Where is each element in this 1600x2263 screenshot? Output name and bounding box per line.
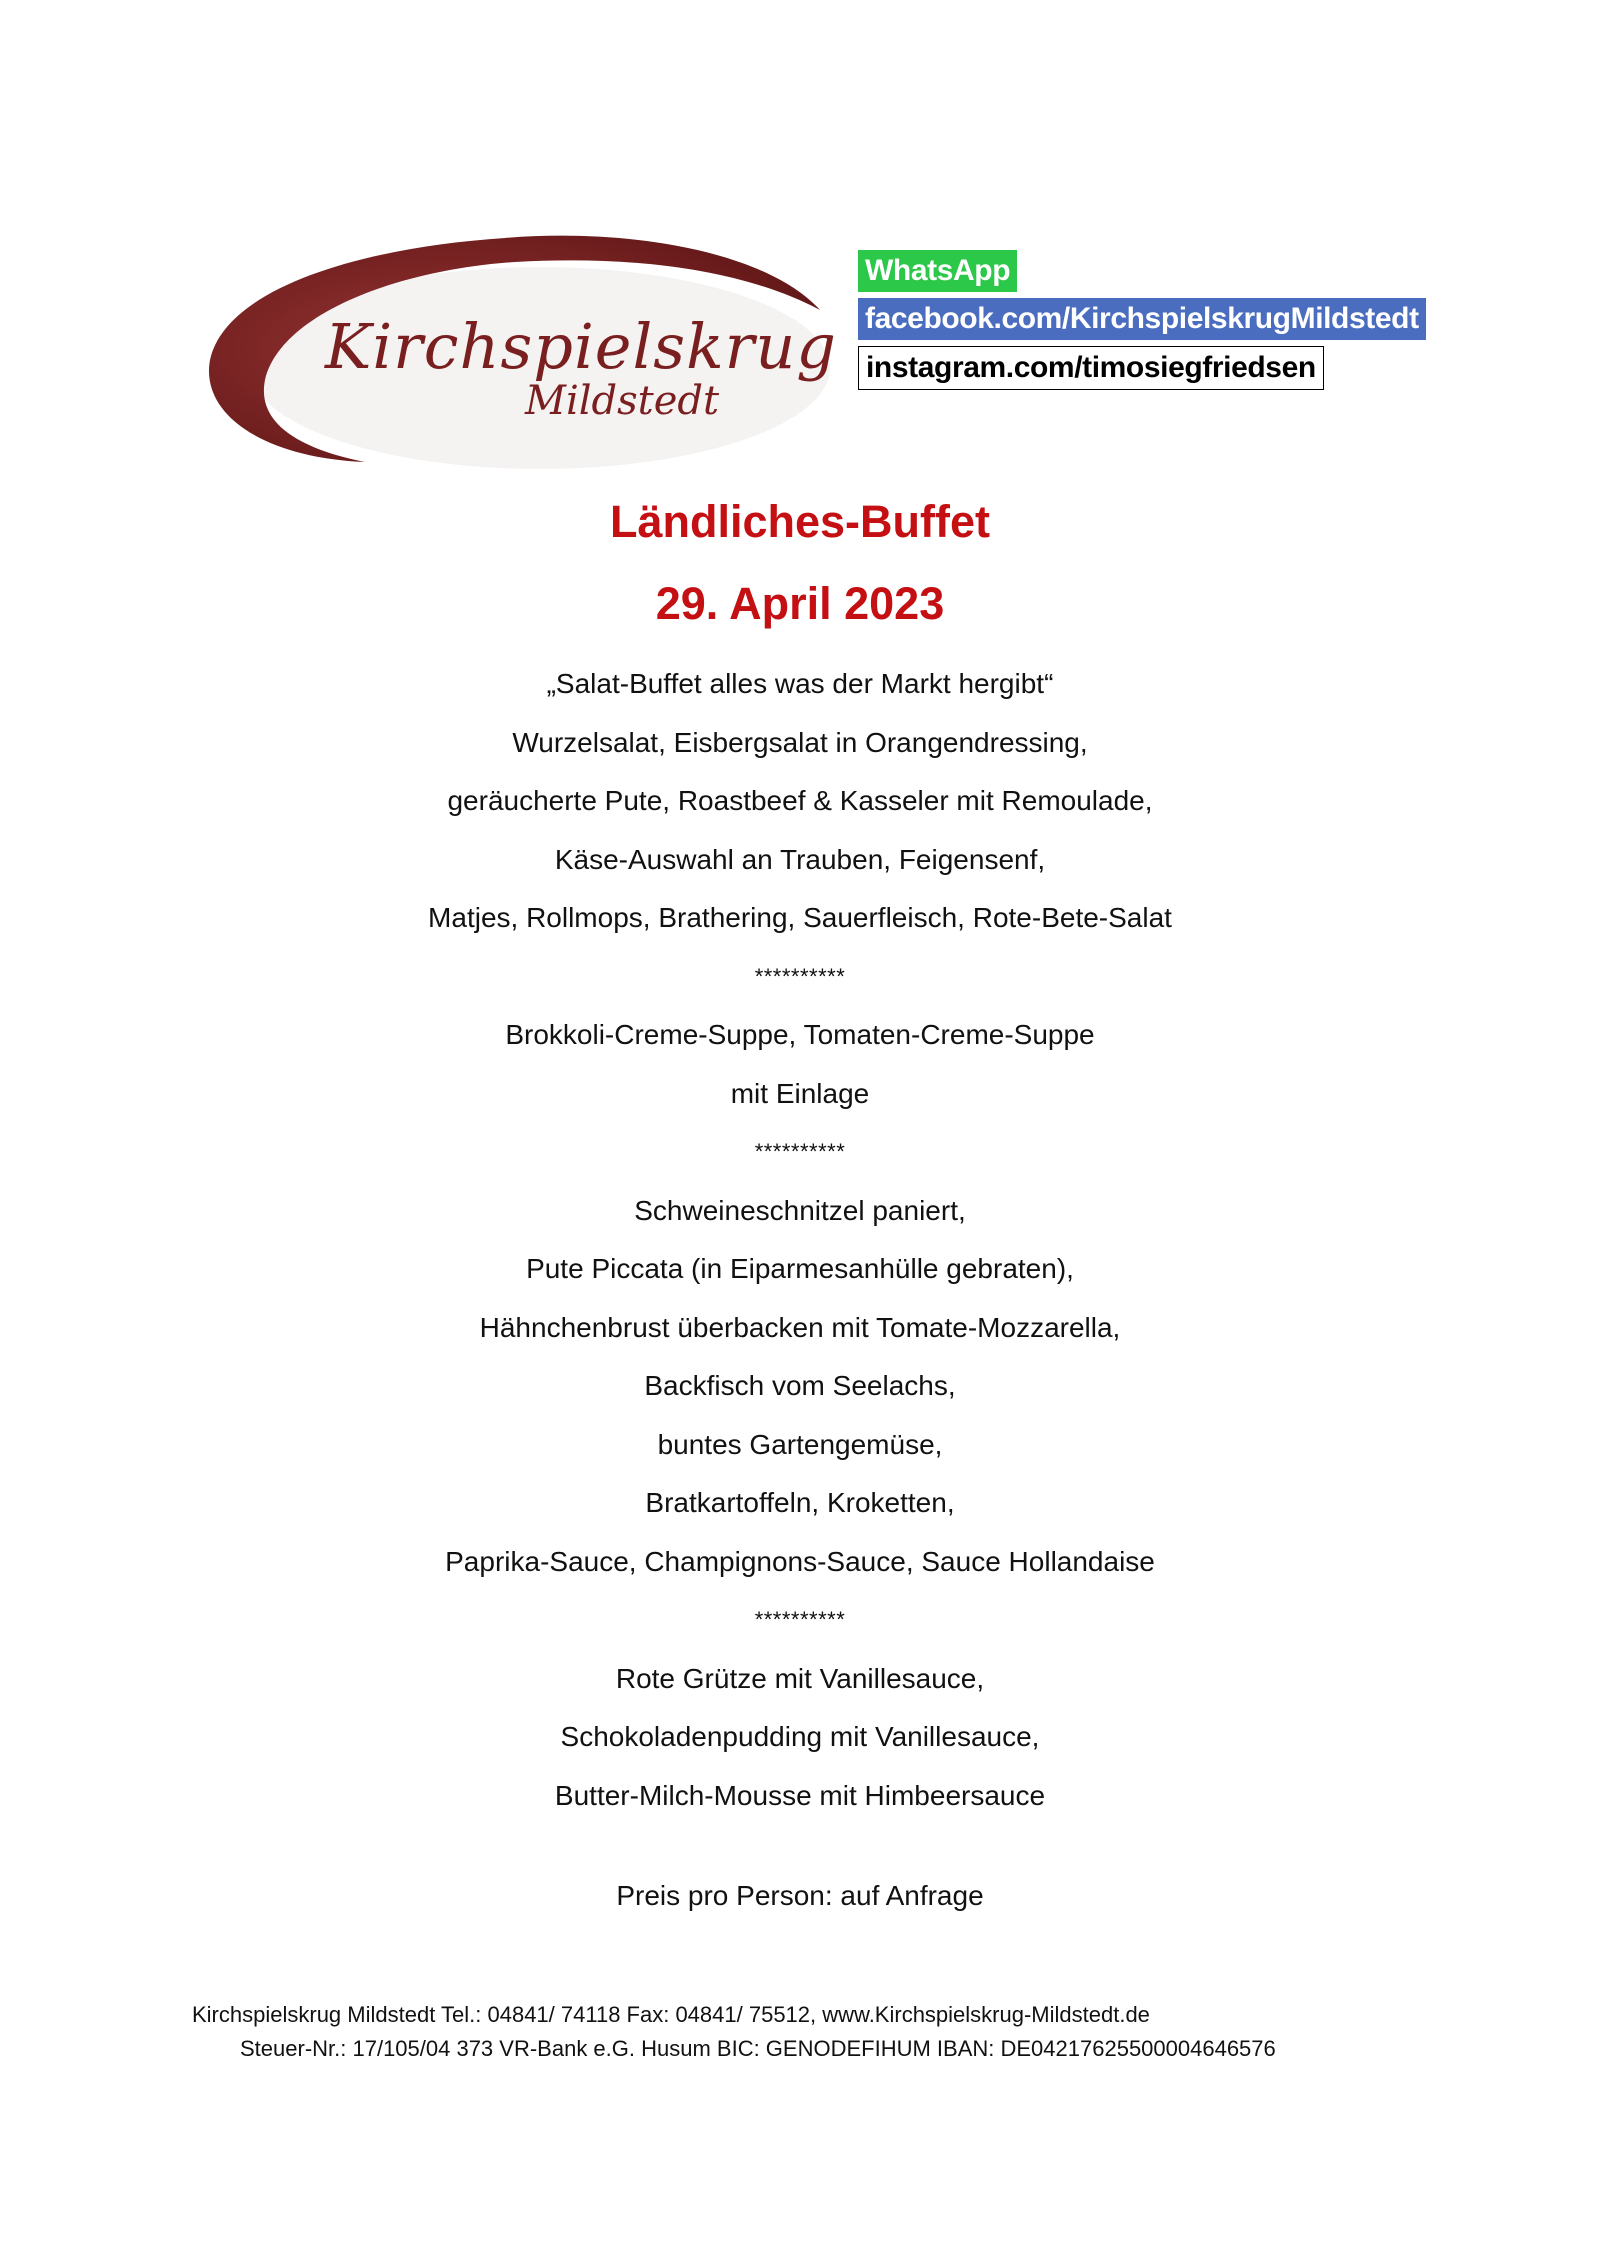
menu-item: Schweineschnitzel paniert, — [634, 1194, 966, 1226]
facebook-link[interactable]: facebook.com/KirchspielskrugMildstedt — [858, 298, 1426, 340]
menu-list — [0, 660, 1600, 1830]
menu-item: Bratkartoffeln, Kroketten, — [645, 1487, 955, 1518]
menu-item: Backfisch vom Seelachs, — [644, 1370, 956, 1401]
whatsapp-link[interactable]: WhatsApp — [858, 250, 1017, 292]
menu-item: Rote Grütze mit Vanillesauce, — [615, 1662, 985, 1694]
instagram-link[interactable]: instagram.com/timosiegfriedsen — [858, 346, 1324, 390]
buffet-date: 29. April 2023 — [655, 578, 945, 629]
buffet-title: Ländliches-Buffet — [609, 496, 991, 547]
menu-separator: ********** — [754, 1607, 846, 1632]
menu-item: Brokkoli-Creme-Suppe, Tomaten-Creme-Suppe — [505, 1019, 1095, 1050]
menu-item: Pute Piccata (in Eiparmesanhülle gebraten), — [526, 1253, 1074, 1284]
menu-separator: ********** — [754, 963, 846, 989]
menu-item: geräucherte Pute, Roastbeef & Kasseler mit Remoulade, — [447, 785, 1153, 816]
menu-item: buntes Gartengemüse, — [657, 1428, 943, 1460]
menu-separator: ********** — [754, 1139, 846, 1164]
logo-name: Kirchspielskrug — [325, 310, 837, 383]
menu-item: Paprika-Sauce, Champignons-Sauce, Sauce Hollandaise — [445, 1545, 1155, 1577]
menu-item: Schokoladenpudding mit Vanillesauce, — [560, 1721, 1040, 1752]
price-line: Preis pro Person: auf Anfrage — [616, 1880, 984, 1911]
restaurant-logo — [205, 230, 845, 470]
logo-place: Mildstedt — [525, 378, 720, 424]
menu-item: Matjes, Rollmops, Brathering, Sauerfleisch, Rote-Bete-Salat — [428, 902, 1172, 933]
footer-bank: Steuer-Nr.: 17/105/04 373 VR-Bank e.G. Husum BIC: GENODEFIHUM IBAN: DE04217625500004646576 — [240, 2036, 1276, 2061]
menu-item: „Salat-Buffet alles was der Markt hergibt“ — [546, 668, 1054, 699]
menu-item: Wurzelsalat, Eisbergsalat in Orangendressing, — [512, 726, 1088, 758]
social-links — [858, 250, 1426, 394]
menu-item: Butter-Milch-Mousse mit Himbeersauce — [554, 1779, 1046, 1811]
menu-item: mit Einlage — [730, 1077, 870, 1109]
menu-item: Hähnchenbrust überbacken mit Tomate-Mozzarella, — [479, 1311, 1121, 1343]
menu-item: Käse-Auswahl an Trauben, Feigensenf, — [554, 843, 1046, 875]
footer-contact: Kirchspielskrug Mildstedt Tel.: 04841/ 74118 Fax: 04841/ 75512, www.Kirchspielskrug-Mildstedt.de — [192, 2002, 1150, 2027]
